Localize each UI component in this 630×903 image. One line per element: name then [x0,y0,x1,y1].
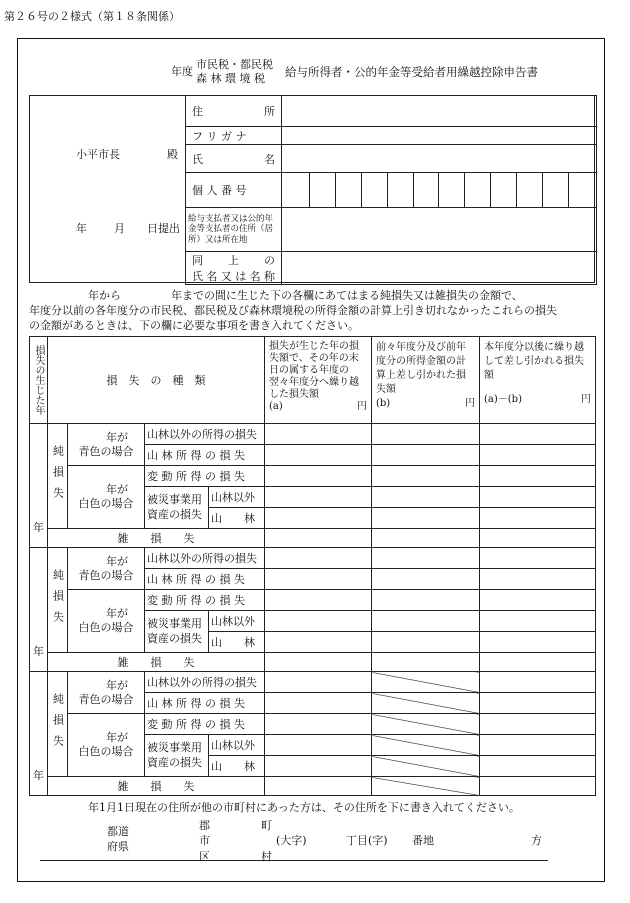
amount-b[interactable] [372,466,480,487]
amount-b[interactable] [372,548,480,569]
mynumber-digit[interactable] [542,173,568,207]
amount-c[interactable] [480,714,596,735]
mynumber-digit[interactable] [516,173,542,207]
year-suffix: 年度 [171,65,193,78]
amount-a[interactable] [265,611,372,632]
amount-b-disabled [372,735,480,756]
loss-row [30,466,596,487]
amount-b-disabled [372,714,480,735]
amount-a[interactable] [265,424,372,445]
disaster-non-forest-label: 山林以外 [209,735,265,756]
amount-c[interactable] [480,632,596,653]
col-a-header: 損失が生じた年の損失額で、その年の末日の属する年度の翌々年度分へ繰り越した損失額 (a) 円 [265,337,372,424]
tax-line-2: 森 林 環 境 税 [196,72,265,85]
amount-c[interactable] [480,611,596,632]
amount-a[interactable] [265,714,372,735]
net-loss-label: 純損失 [48,424,68,529]
amount-b-disabled [372,777,480,796]
amount-b[interactable] [372,529,480,548]
mynumber-digit[interactable] [310,173,336,207]
previous-address-input-line[interactable] [40,860,548,861]
amount-a[interactable] [265,632,372,653]
kata-label: 方 [531,834,542,847]
amount-a[interactable] [265,529,372,548]
blue-return-label: 年が 青色の場合 [68,424,145,466]
loss-table-header [30,337,596,424]
amount-b-disabled [372,672,480,693]
honorific: 殿 [167,148,178,161]
amount-a[interactable] [265,508,372,529]
misc-loss-label: 雑 損 失 [48,777,265,796]
loss-row [30,548,596,569]
mynumber-digit[interactable] [568,173,594,207]
amount-b[interactable] [372,424,480,445]
mynumber-digit[interactable] [491,173,517,207]
machi-label: 町 [261,819,272,832]
address-label: 住 所 [186,96,282,127]
amount-a[interactable] [265,569,372,590]
amount-b-disabled [372,693,480,714]
disaster-forest-label: 山 林 [209,508,265,529]
amount-b[interactable] [372,632,480,653]
row-variable-label: 変 動 所 得 の 損 失 [145,714,265,735]
form-number: 第２６号の２様式（第１８条関係） [4,10,180,23]
amount-c[interactable] [480,445,596,466]
amount-c[interactable] [480,548,596,569]
blue-return-label: 年が 青色の場合 [68,548,145,590]
row-variable-label: 変 動 所 得 の 損 失 [145,466,265,487]
mynumber-digit[interactable] [439,173,465,207]
instruction-line-2: 年度分以前の各年度分の市民税、都民税及び森林環境税の所得金額の計算上引き切れなかったこれらの損失 [29,304,557,317]
mynumber-digit[interactable] [284,173,310,207]
mynumber-digit[interactable] [465,173,491,207]
loss-row [30,590,596,611]
amount-c[interactable] [480,693,596,714]
amount-c[interactable] [480,590,596,611]
amount-a[interactable] [265,672,372,693]
amount-c[interactable] [480,508,596,529]
disaster-non-forest-label: 山林以外 [209,611,265,632]
loss-year-cell[interactable]: 年 [30,424,48,548]
col-type-header: 損 失 の 種 類 [48,337,265,424]
amount-b[interactable] [372,590,480,611]
row-non-forest-label: 山林以外の所得の損失 [145,672,265,693]
amount-b[interactable] [372,569,480,590]
instruction-from-year: 年から [88,289,121,302]
mynumber-digit[interactable] [336,173,362,207]
col-year-header: 損失の生じた年 [30,337,48,424]
loss-row [30,777,596,796]
form-title: 給与所得者・公的年金等受給者用繰越控除申告書 [285,65,538,79]
ooaza-label: (大字) [276,834,307,847]
previous-address-note: 年1月1日現在の住所が他の市町村にあった方は、その住所を下に書き入れてください。 [88,801,520,814]
mynumber-digit[interactable] [361,173,387,207]
row-non-forest-label: 山林以外の所得の損失 [145,424,265,445]
payer-address-label: 給与支払者又は公的年金等支払者の住所（居所）又は所在地 [186,208,282,252]
amount-a[interactable] [265,735,372,756]
loss-row [30,714,596,735]
date-day[interactable]: 日提出 [147,222,180,235]
furigana-label: フ リ ガ ナ [186,127,282,145]
disaster-forest-label: 山 林 [209,632,265,653]
misc-loss-label: 雑 損 失 [48,529,265,548]
row-forest-label: 山 林 所 得 の 損 失 [145,445,265,466]
shi-label: 市 [199,834,210,847]
filer-section [29,95,595,283]
filer-fields [185,95,597,285]
loss-year-cell[interactable]: 年 [30,672,48,796]
payer-address-input[interactable] [282,208,597,252]
filer-left-panel [30,96,186,282]
disaster-label: 被災事業用 資産の損失 [145,735,209,777]
amount-c[interactable] [480,569,596,590]
amount-c[interactable] [480,529,596,548]
mynumber-input[interactable] [282,173,597,208]
mura-label: 村 [261,850,272,863]
amount-b[interactable] [372,653,480,672]
instruction-line-1: 年までの間に生じた下の各欄にあてはまる純損失又は雑損失の金額で、 [171,289,523,302]
amount-c[interactable] [480,672,596,693]
instruction-line-3: の金額があるときは、下の欄に必要な事項を書き入れてください。 [29,319,359,332]
amount-c[interactable] [480,424,596,445]
white-return-label: 年が 白色の場合 [68,714,145,777]
mynumber-digit[interactable] [387,173,413,207]
amount-a[interactable] [265,466,372,487]
loss-year-cell[interactable]: 年 [30,548,48,672]
blue-return-label: 年が 青色の場合 [68,672,145,714]
date-year[interactable]: 年 [76,222,87,235]
banchi-label: 番地 [412,834,434,847]
amount-c[interactable] [480,777,596,796]
row-variable-label: 変 動 所 得 の 損 失 [145,590,265,611]
name-label: 氏 名 [186,145,282,173]
addressee: 小平市長 [76,148,120,161]
row-forest-label: 山 林 所 得 の 損 失 [145,693,265,714]
disaster-label: 被災事業用 資産の損失 [145,487,209,529]
amount-a[interactable] [265,487,372,508]
payer-name-label: 同 上 の 氏名又は名称 [186,252,282,285]
amount-a[interactable] [265,653,372,672]
row-forest-label: 山 林 所 得 の 損 失 [145,569,265,590]
amount-b-disabled [372,756,480,777]
tax-line-1: 市民税・都民税 [196,58,273,71]
amount-a[interactable] [265,693,372,714]
disaster-forest-label: 山 林 [209,756,265,777]
col-b-header: 前々年度分及び前年度分の所得金額の計算上差し引かれた損失額 (b) 円 [372,337,480,424]
date-month[interactable]: 月 [114,222,125,235]
misc-loss-label: 雑 損 失 [48,653,265,672]
row-non-forest-label: 山林以外の所得の損失 [145,548,265,569]
address-input[interactable] [282,96,597,127]
payer-name-input[interactable] [282,252,597,285]
amount-b[interactable] [372,508,480,529]
name-input[interactable] [282,145,597,173]
white-return-label: 年が 白色の場合 [68,466,145,529]
net-loss-label: 純損失 [48,548,68,653]
disaster-non-forest-label: 山林以外 [209,487,265,508]
disaster-label: 被災事業用 資産の損失 [145,611,209,653]
net-loss-label: 純損失 [48,672,68,777]
amount-a[interactable] [265,756,372,777]
ku-label: 区 [199,850,210,863]
amount-c[interactable] [480,487,596,508]
loss-row [30,529,596,548]
loss-row [30,424,596,445]
loss-row [30,653,596,672]
amount-b[interactable] [372,445,480,466]
amount-a[interactable] [265,445,372,466]
amount-c[interactable] [480,466,596,487]
gun-label: 郡 [199,819,210,832]
loss-table [29,336,596,796]
loss-row [30,672,596,693]
mynumber-digit[interactable] [413,173,439,207]
furigana-input[interactable] [282,127,597,145]
todofuken-label-1: 都道 [107,825,129,838]
amount-a[interactable] [265,548,372,569]
white-return-label: 年が 白色の場合 [68,590,145,653]
amount-c[interactable] [480,756,596,777]
todofuken-label-2: 府県 [107,840,129,853]
amount-a[interactable] [265,777,372,796]
amount-b[interactable] [372,611,480,632]
col-c-header: 本年度分以後に繰り越して差し引かれる損失額 (a)－(b) 円 [480,337,596,424]
chome-label: 丁目(字) [346,834,388,847]
amount-a[interactable] [265,590,372,611]
amount-b[interactable] [372,487,480,508]
amount-c[interactable] [480,735,596,756]
mynumber-label: 個 人 番 号 [186,173,282,208]
amount-c[interactable] [480,653,596,672]
